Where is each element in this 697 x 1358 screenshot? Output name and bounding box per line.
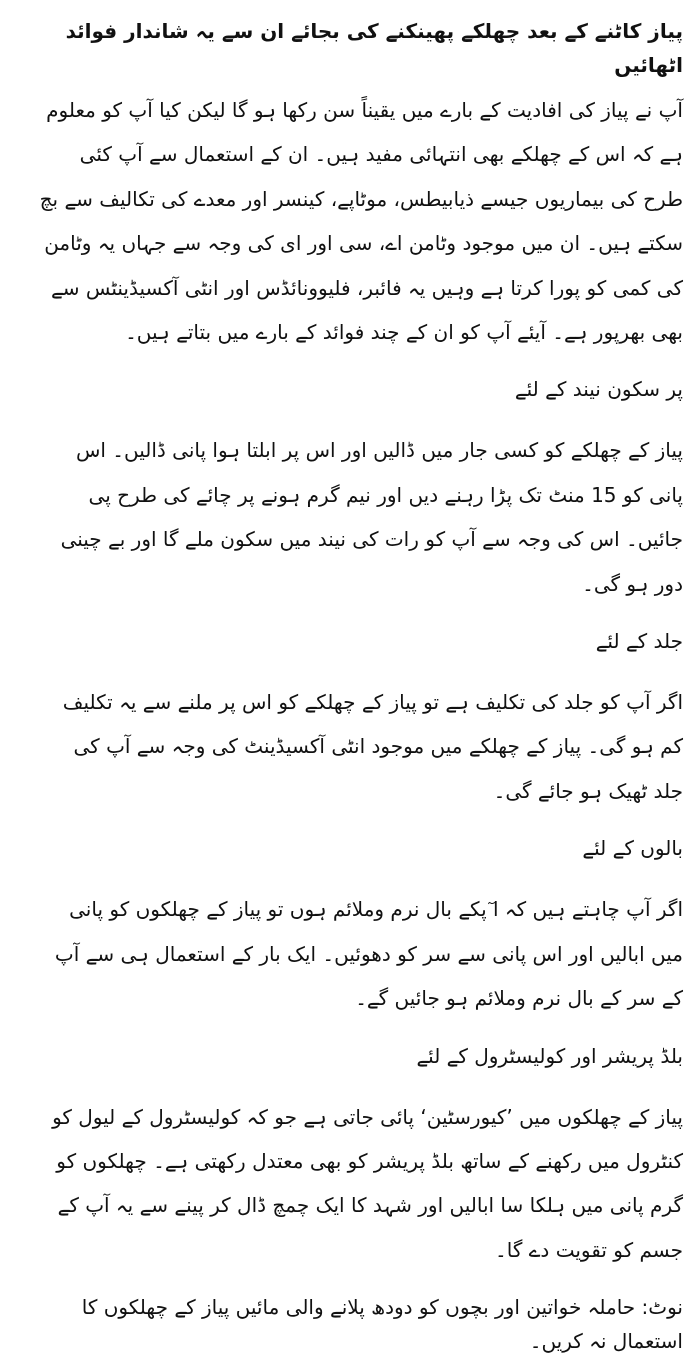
- article-title: پیاز کاٹنے کے بعد چھلکے پھینکنے کی بجائے ان سے یہ شاندار فوائد اٹھائیں: [65, 19, 683, 77]
- section-text-blood-pressure: پیاز کے چھلکوں میں ’کیورسٹین‘ پائی جاتی ہے جو کہ کولیسٹرول کے لیول کو کنٹرول میں رکھنے کے ساتھ بلڈ پریشر کو بھی معتدل رکھتی ہے۔ چھلکوں کو گرم پانی میں ہلکا سا ابالیں اور شہد کا ایک چمچ ڈال کر پینے سے یہ آپ کے جسم کو تقویت دے گا۔: [52, 1104, 683, 1262]
- section-heading-hair: بالوں کے لئے: [582, 836, 683, 861]
- section-text-skin: اگر آپ کو جلد کی تکلیف ہے تو پیاز کے چھلکے کو اس پر ملنے سے یہ تکلیف کم ہو گی۔ پیاز کے چھلکے میں موجود انٹی آکسیڈینٹ کی وجہ سے آپ کی جلد ٹھیک ہو جائے گی۔: [62, 690, 683, 803]
- section-heading-blood-pressure: بلڈ پریشر اور کولیسٹرول کے لئے: [416, 1043, 683, 1068]
- article: [38, 14, 683, 1358]
- intro-paragraph: آپ نے پیاز کی افادیت کے بارے میں یقیناً سن رکھا ہو گا لیکن کیا آپ کو معلوم ہے کہ اس کے چھلکے بھی انتہائی مفید ہیں۔ ان کے استعمال سے آپ کئی طرح کی بیماریوں جیسے ذیابیطس، موٹاپے، کینسر اور معدے کی تکالیف سے بچ سکتے ہیں۔ ان میں موجود وٹامن اے، سی اور ای کی وجہ سے جہاں یہ وٹامن کی کمی کو پورا کرتا ہے وہیں یہ فائبر، فلیوونائڈس اور انٹی آکسیڈینٹس سے بھی بھرپور ہے۔ آیئے آپ کو ان کے چند فوائد کے بارے میں بتاتے ہیں۔: [39, 98, 683, 345]
- section-heading-skin: جلد کے لئے: [595, 629, 683, 654]
- section-text-sleep: پیاز کے چھلکے کو کسی جار میں ڈالیں اور اس پر ابلتا ہوا پانی ڈالیں۔ اس پانی کو 15 منٹ تک پڑا رہنے دیں اور نیم گرم ہونے پر چائے کی طرح پی جائیں۔ اس کی وجہ سے آپ کو رات کی نیند میں سکون ملے گا اور بے چینی دور ہو گی۔: [60, 438, 683, 596]
- section-heading-sleep: پر سکون نیند کے لئے: [514, 377, 683, 402]
- note-text: نوٹ: حاملہ خواتین اور بچوں کو دودھ پلانے والی مائیں پیاز کے چھلکوں کا استعمال نہ کریں۔: [81, 1295, 683, 1354]
- section-text-hair: اگر آپ چاہتے ہیں کہ ا ٓپکے بال نرم وملائم ہوں تو پیاز کے چھلکوں کو پانی میں ابالیں اور اس پانی سے سر کو دھوئیں۔ ایک بار کے استعمال ہی سے آپ کے سر کے بال نرم وملائم ہو جائیں گے۔: [54, 897, 683, 1011]
